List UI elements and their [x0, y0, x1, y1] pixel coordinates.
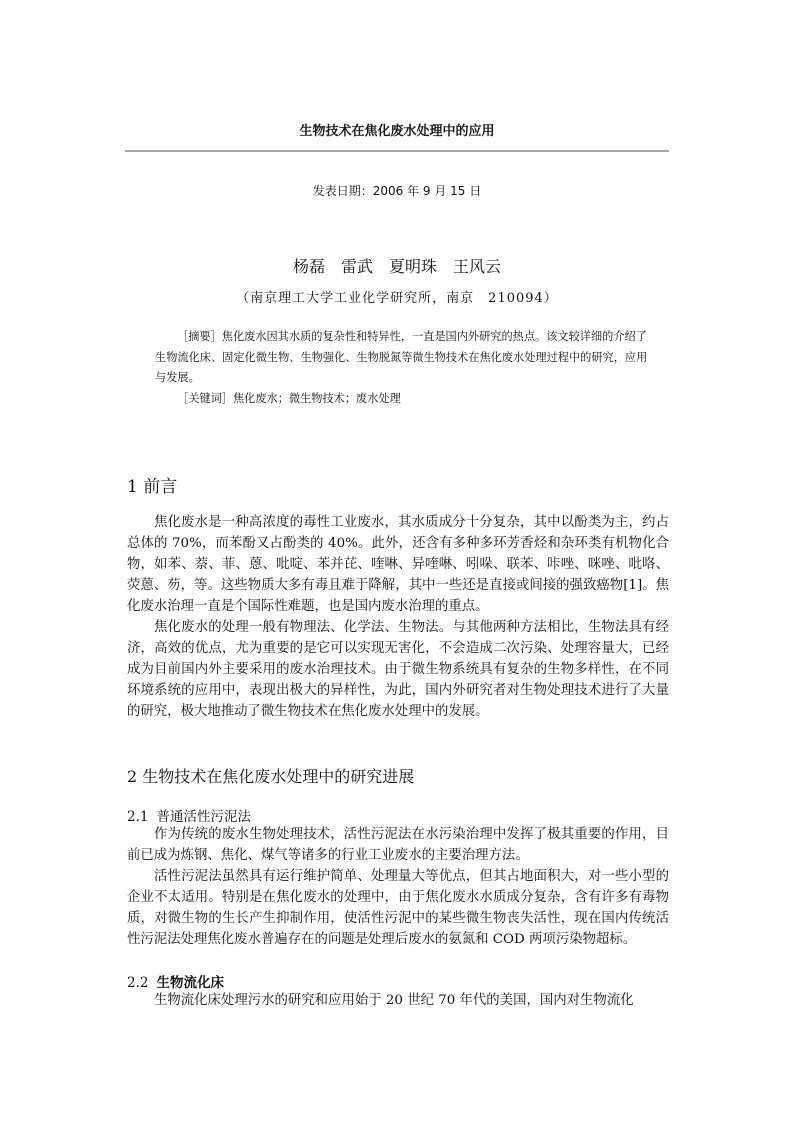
- subsection-2-1-body: [127, 824, 669, 950]
- paragraph: 焦化废水是一种高浓度的毒性工业废水，其水质成分十分复杂，其中以酚类为主，约占总体的 70%，而苯酚又占酚类的 40%。此外，还含有多种多环芳香烃和杂环类有机物化合物，如苯、萘、菲、蒽、吡啶、苯并芘、喹啉、异喹啉、吲哚、联苯、咔唑、咪唑、吡咯、荧蒽、芴，等。这些物质大多有毒且难于降解，其中一些还是直接或间接的强致癌物[1]。焦化废水治理一直是个国际性难题，也是国内废水治理的重点。: [127, 515, 669, 614]
- subsection-title: 普通活性污泥法: [156, 809, 251, 825]
- subsection-2-1-heading: [127, 805, 251, 825]
- section-2-heading: 2 生物技术在焦化废水处理中的研究进展: [127, 767, 415, 786]
- title-divider: [125, 150, 669, 152]
- paragraph: 焦化废水的处理一般有物理法、化学法、生物法。与其他两种方法相比，生物法具有经济，高效的优点，尤为重要的是它可以实现无害化，不会造成二次污染、处理容量大，已经成为目前国内外主要采用的废水治理技术。由于微生物系统具有复杂的生物多样性，在不同环境系统的应用中，表现出极大的异样性，为此，国内外研究者对生物处理技术进行了大量的研究，极大地推动了微生物技术在焦化废水处理中的发展。: [127, 620, 669, 719]
- abstract-block: [155, 327, 650, 409]
- subsection-number: 2.2: [127, 975, 149, 991]
- subsection-number: 2.1: [127, 809, 149, 825]
- abstract-text: ［摘要］焦化废水因其水质的复杂性和特异性，一直是国内外研究的热点。该文较详细的介绍了生物流化床、固定化微生物、生物强化、生物脱氮等微生物技术在焦化废水处理过程中的研究，应用与发展。: [155, 330, 648, 384]
- publish-date: 发表日期：2006 年 9 月 15 日: [312, 184, 482, 198]
- author-list: 杨磊 雷武 夏明珠 王风云: [292, 257, 501, 276]
- paragraph: 生物流化床处理污水的研究和应用始于 20 世纪 70 年代的美国，国内对生物流化: [154, 993, 634, 1008]
- subsection-2-2-body: [127, 990, 669, 1011]
- section-1-body: [127, 512, 669, 722]
- document-title: 生物技术在焦化废水处理中的应用: [299, 124, 495, 139]
- subsection-2-2-heading: [127, 971, 224, 991]
- section-1-heading: 1 前言: [127, 477, 178, 497]
- paragraph: 活性污泥法虽然具有运行维护简单、处理量大等优点，但其占地面积大，对一些小型的企业不太适用。特别是在焦化废水的处理中，由于焦化废水水质成分复杂，含有许多有毒物质，对微生物的生长产生抑制作用，使活性污泥中的某些微生物丧失活性，现在国内传统活性污泥法处理焦化废水普遍存在的问题是处理后废水的氨氮和 COD 两项污染物超标。: [127, 869, 669, 947]
- subsection-title: 生物流化床: [156, 975, 224, 991]
- paragraph: 作为传统的废水生物处理技术，活性污泥法在水污染治理中发挥了极其重要的作用，目前已成为炼钢、焦化、煤气等诸多的行业工业废水的主要治理方法。: [127, 827, 669, 863]
- author-affiliation: （南京理工大学工业化学研究所，南京 210094）: [236, 291, 558, 306]
- keywords-text: ［关键词］焦化废水；微生物技术；废水处理: [177, 391, 401, 405]
